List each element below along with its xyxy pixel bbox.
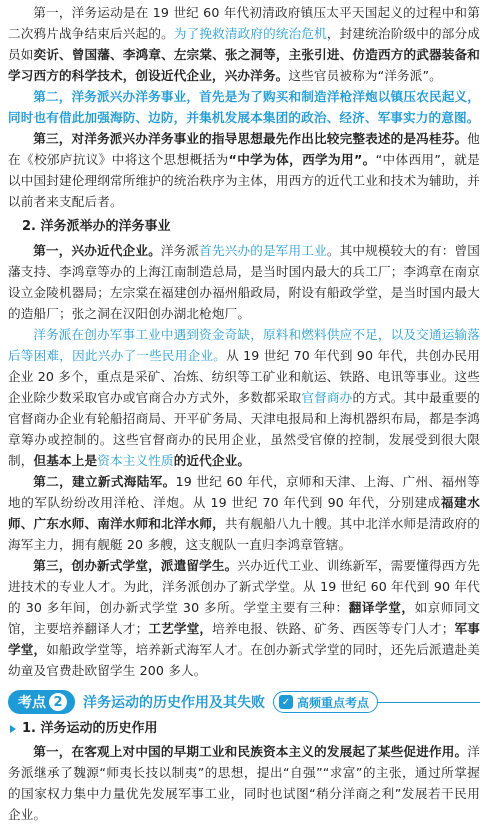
subsection-heading-role: 1. 洋务运动的历史作用 (8, 719, 480, 739)
paragraph-ideology: 第三，对洋务派兴办洋务事业的指导思想最先作出比较完整表述的是冯桂芬。他在《校邠庐抗议》中将这个思想概括为“中学为体，西学为用”。“中体西用”，就是以中国封建伦理纲常所维护的统治秩序为主体，用西方的近代工业和技术为辅助，并以前者来支配后者。 (8, 131, 480, 209)
exam-point-title: 洋务运动的历史作用及其失败 (75, 692, 273, 712)
paragraph-schools: 第三，创办新式学堂，派遣留学生。兴办近代工业、训练新军，需要懂得西方先进技术的专业人才。为此，洋务派创办了新式学堂。从 19 世纪 60 年代到 90 年代的 30 多年间，创办新式学堂 30 多所。学堂主要有三种：翻译学堂，如京师同文馆，主要培养翻译人才；工艺学堂，培养电报、铁路、矿务、西医等专门人才；军事学堂，如船政学堂等，培养新式海军人才。在创办新式学堂的同时，还先后派遣赴美幼童及官费赴欧留学生 200 多人。 (8, 558, 481, 678)
triangle-bullet-icon (10, 725, 16, 733)
exam-point-number: 2 (49, 693, 67, 711)
check-icon: ✓ (279, 695, 293, 709)
section-heading-undertakings: 2. 洋务派举办的洋务事业 (22, 219, 171, 234)
paragraph-purpose (8, 86, 480, 128)
bold-officials: 奕䜣、曾国藩、李鸿章、左宗棠、张之洞等，主张引进、仿造西方的武器装备和学习西方的科学技术，创设近代企业，兴办洋务。 (8, 47, 480, 83)
paragraph-historical-role: 第一，在客观上对中国的早期工业和民族资本主义的发展起了某些促进作用。洋务派继承了魏源“师夷长技以制夷”的思想，提出“自强”“求富”的主张，通过所掌握的国家权力集中力量优先发展军事工业，同时也试图“稍分洋商之利”发展若干民用企业。 (8, 744, 480, 822)
highlight-difficulties: 洋务派在创办军事工业中遇到资金奇缺，原料和燃料供应不足，以及交通运输落后等困难，因此兴办了一些民用企业。 (8, 327, 480, 363)
paragraph-enterprises: 第一，兴办近代企业。洋务派首先兴办的是军用工业。其中规模较大的有：曾国藩支持、李鸿章等办的上海江南制造总局，是当时国内最大的兵工厂；李鸿章在南京设立金陵机器局；左宗棠在福建创办福州船政局，附设有船政学堂，是当时国内最大的造船厂；张之洞在汉阳创办湖北枪炮厂。 (8, 243, 481, 321)
highlight-purpose: 第二，洋务派兴办洋务事业，首先是为了购买和制造洋枪洋炮以镇压农民起义，同时也有借此加强海防、边防，并集机发展本集团的政治、经济、军事实力的意图。 (8, 89, 480, 125)
exam-point-banner (8, 689, 480, 715)
highlight-crisis: 为了挽救清政府的统治危机 (173, 26, 327, 41)
exam-point-label: 考点 2 (8, 690, 75, 714)
highlight-military-industry: 首先兴办的是军用工业 (199, 243, 327, 258)
bold-zhongti: “中学为体，西学为用”。 (228, 152, 376, 167)
highlight-guandu-shangban: 官督商办 (301, 390, 353, 405)
highlight-capitalist: 资本主义性质 (97, 453, 174, 468)
paragraph-origin: 第一，洋务运动是在 19 世纪 60 年代初清政府镇压太平天国起义的过程中和第二次鸦片战争结束后兴起的。为了挽救清政府的统治危机，封建统治阶级中的部分成员如奕䜣、曾国藩、李鸿章、左宗棠、张之洞等，主张引进、仿造西方的武器装备和学习西方的科学技术，创设近代企业，兴办洋务。这些官员被称为“洋务派”。 (8, 5, 480, 83)
paragraph-civil-enterprises: 洋务派在创办军事工业中遇到资金奇缺，原料和燃料供应不足，以及交通运输落后等困难，因此兴办了一些民用企业。从 19 世纪 70 年代到 90 年代，共创办民用企业 20 多个，重点是采矿、冶炼、纺织等工矿业和航运、铁路、电讯等事业。这些企业除少数采取官办或官商合办方式外，多数都采取官督商办的方式。其中最重要的官督商办企业有轮船招商局、开平矿务局、天津电报局和上海机器织布局，都是李鸿章筹办或控制的。这些官督商办的民用企业，虽然受官僚的控制，发展受到很大限制，但基本上是资本主义性质的近代企业。 (8, 327, 480, 468)
high-frequency-badge: ✓ 高频重点考点 (273, 691, 378, 713)
bold-fleets: 福建水师、广东水师、南洋水师和北洋水师， (8, 495, 480, 531)
paragraph-navy: 第二，建立新式海陆军。19 世纪 60 年代，京师和天津、上海、广州、福州等地的军队纷纷改用洋枪、洋炮。从 19 世纪 70 年代到 90 年代，分别建成福建水师、广东水师、南洋水师和北洋水师，共有舰船八九十艘。其中北洋水师是清政府的海军主力，拥有舰艇 20 多艘，这支舰队一直归李鸿章管辖。 (8, 474, 480, 552)
